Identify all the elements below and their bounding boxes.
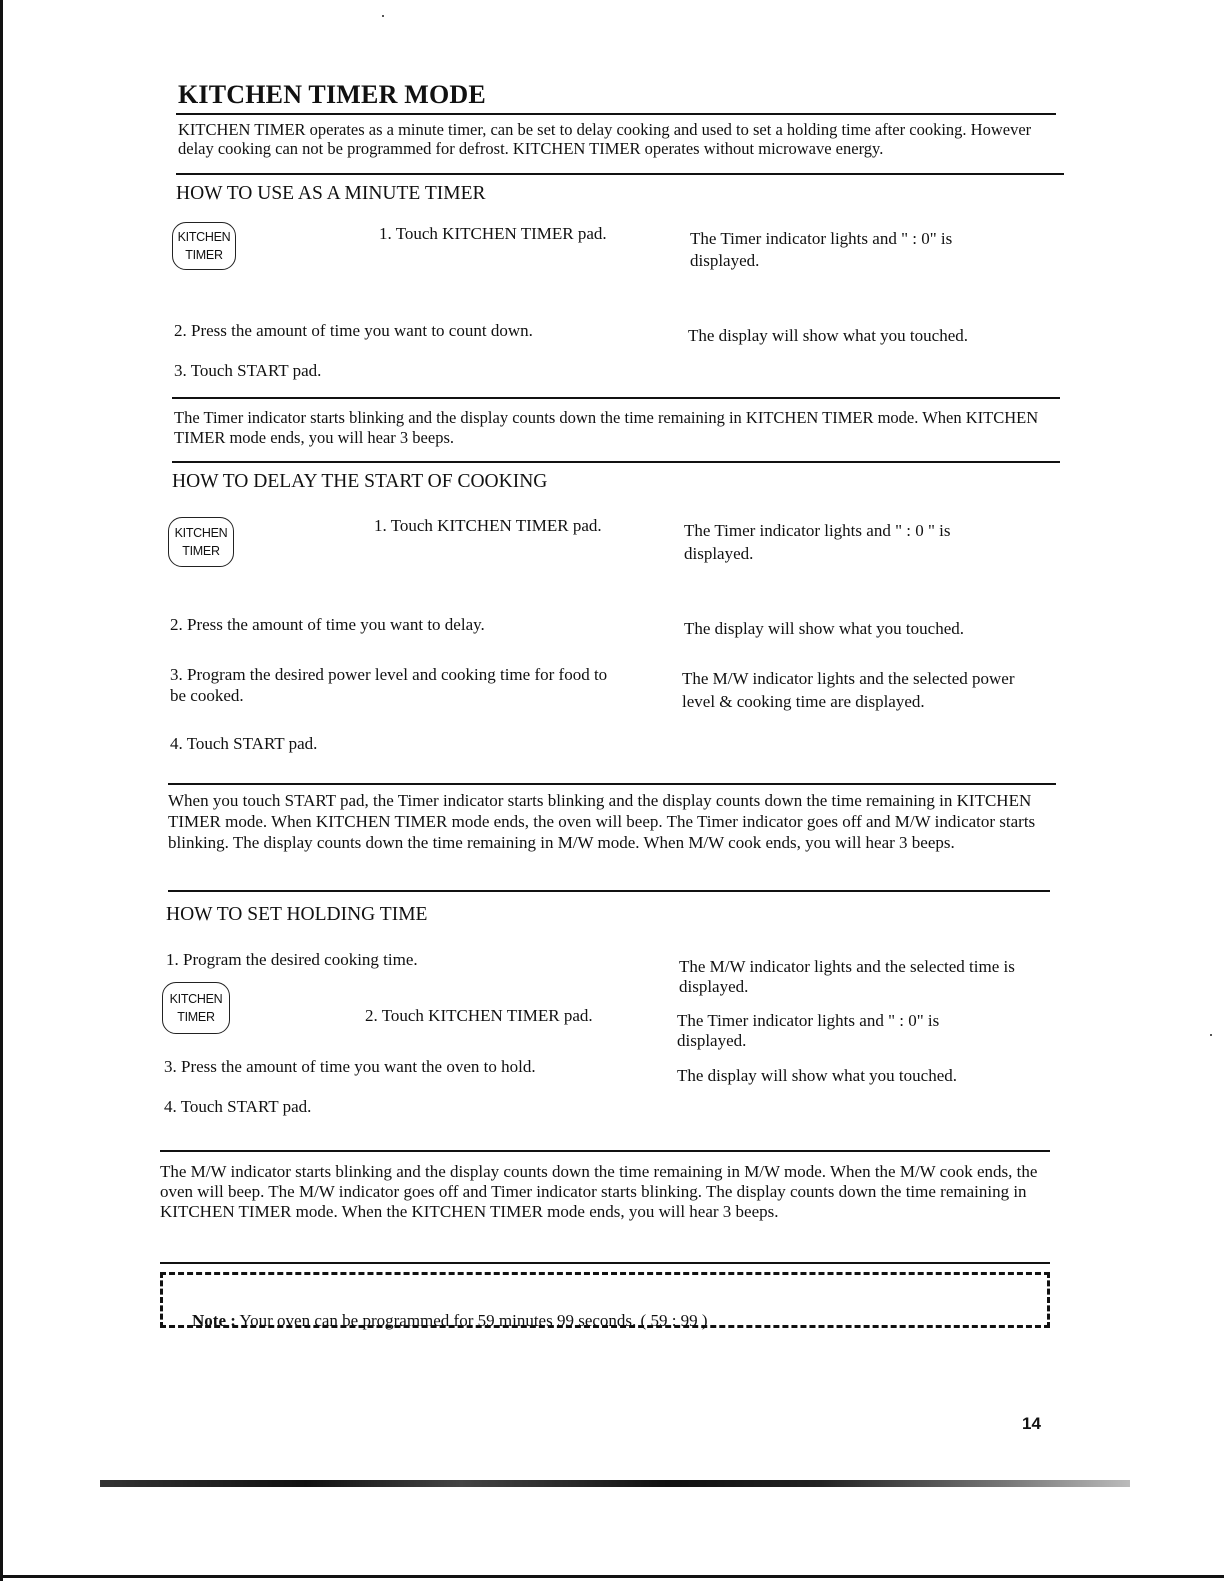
pad-label-line2: TIMER [177,1010,215,1024]
title-rule [176,113,1056,115]
section-rule [172,397,1060,399]
scan-speck [1210,1034,1212,1036]
scan-edge-left [0,0,3,1581]
minute-step-2: 2. Press the amount of time you want to count down. [174,321,533,340]
page-number: 14 [1022,1414,1041,1433]
section-heading-delay-start: HOW TO DELAY THE START OF COOKING [172,471,548,492]
holding-step-4: 4. Touch START pad. [164,1097,312,1116]
minute-summary: The Timer indicator starts blinking and the display counts down the time remaining in KITCHEN TIMER mode. When KITCHEN TIMER mode ends, you will hear 3 beeps. [174,408,1039,447]
holding-step-2: 2. Touch KITCHEN TIMER pad. [365,1006,593,1025]
minute-step-1: 1. Touch KITCHEN TIMER pad. [379,224,607,243]
delay-step-2: 2. Press the amount of time you want to delay. [170,615,485,634]
pad-label-line2: TIMER [185,248,223,262]
scan-edge-bottom [0,1575,1224,1578]
holding-result-2: The Timer indicator lights and " : 0" is displayed. [677,1011,940,1050]
intro-paragraph: KITCHEN TIMER operates as a minute timer, can be set to delay cooking and used to set a holding time after cooking. However delay cooking can not be programmed for defrost. KITCHEN TIMER operates without microwave energy. [178,120,1032,158]
scan-artifact-bar [100,1480,1130,1487]
holding-summary: The M/W indicator starts blinking and the display counts down the time remaining in M/W mode. When the M/W cook ends, the oven will beep. The M/W indicator goes off and Timer indicator starts blinking. The display counts down the time remaining in KITCHEN TIMER mode. When the KITCHEN TIMER mode ends, you will hear 3 beeps. [160,1162,1038,1221]
section-rule [160,1150,1050,1152]
delay-summary: When you touch START pad, the Timer indicator starts blinking and the display counts down the time remaining in KITCHEN TIMER mode. When KITCHEN TIMER mode ends, the oven will beep. The Timer indicator goes off and M/W indicator starts blinking. The display counts down the time remaining in M/W mode. When M/W cook ends, you will hear 3 beeps. [168,791,1036,852]
pad-label-line1: KITCHEN [177,230,231,244]
section-heading-minute-timer: HOW TO USE AS A MINUTE TIMER [176,183,486,204]
section-rule [168,783,1056,785]
delay-step-3: 3. Program the desired power level and cooking time for food to be cooked. [170,665,608,705]
holding-result-3: The display will show what you touched. [677,1066,957,1085]
section-heading-holding-time: HOW TO SET HOLDING TIME [166,904,428,925]
page-title: KITCHEN TIMER MODE [178,80,486,109]
kitchen-timer-pad-icon [172,222,236,270]
delay-result-3: The M/W indicator lights and the selected power level & cooking time are displayed. [682,669,1015,711]
delay-result-1: The Timer indicator lights and " : 0 " is displayed. [684,521,951,563]
section-rule [172,461,1060,463]
minute-result-1: The Timer indicator lights and " : 0" is displayed. [690,229,953,270]
pad-label-line1: KITCHEN [174,526,228,540]
delay-step-4: 4. Touch START pad. [170,734,318,753]
scan-speck [382,15,384,17]
kitchen-timer-pad-icon [168,517,234,567]
note-body: Your oven can be programmed for 59 minutes 99 seconds. ( 59 : 99 ) [239,1311,708,1330]
section-rule [168,890,1050,892]
holding-result-1: The M/W indicator lights and the selected time is displayed. [679,957,1015,996]
pad-label-line2: TIMER [182,544,220,558]
holding-step-1: 1. Program the desired cooking time. [166,950,418,969]
minute-step-3: 3. Touch START pad. [174,361,322,380]
note-text [192,1311,708,1331]
delay-step-1: 1. Touch KITCHEN TIMER pad. [374,516,602,535]
delay-result-2: The display will show what you touched. [684,619,964,638]
note-label: Note : [192,1311,236,1330]
section-rule [160,1262,1050,1264]
minute-result-2: The display will show what you touched. [688,326,968,345]
section-rule [176,173,1064,175]
kitchen-timer-pad-icon [162,982,230,1034]
pad-label-line1: KITCHEN [169,992,223,1006]
holding-step-3: 3. Press the amount of time you want the oven to hold. [164,1057,536,1076]
